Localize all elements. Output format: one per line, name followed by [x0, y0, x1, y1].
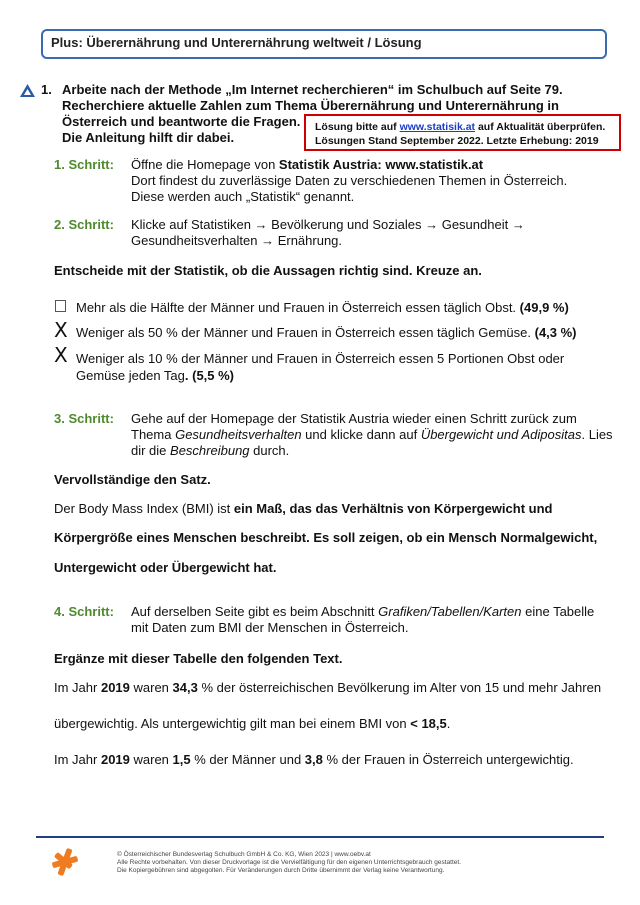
checkbox-crossed[interactable]: X [54, 318, 68, 342]
task-number: 1. [41, 82, 52, 97]
check-statement-3: Weniger als 10 % der Männer und Frauen in Österreich essen 5 Portionen Obst oder Gemüse jeden Tag. (5,5 %) [76, 351, 565, 383]
task-line: Österreich und beantworte die Fragen. [62, 114, 301, 129]
step-4-label: 4. Schritt: [54, 604, 114, 619]
bmi-line-1: Der Body Mass Index (BMI) ist ein Maß, das das Verhältnis von Körpergewicht und [54, 501, 553, 516]
title-box [41, 29, 607, 59]
footer-rights: Alle Rechte vorbehalten. Von dieser Druckvorlage ist die Vervielfältigung für den eigenen Unterrichtsgebrauch gestattet. [117, 859, 461, 866]
step-2-label: 2. Schritt: [54, 217, 114, 232]
check-statement-2: Weniger als 50 % der Männer und Frauen in Österreich essen täglich Gemüse. (4,3 %) [76, 325, 577, 340]
check-statement-1: Mehr als die Hälfte der Männer und Frauen in Österreich essen täglich Obst. (49,9 %) [76, 300, 569, 315]
step-1-text: Öffne die Homepage von Statistik Austria: www.statistik.at Dort findest du zuverlässige Daten zu verschiedenen Themen in Österreich. Diese werden auch „Statistik“ genannt. [131, 157, 568, 204]
step-2-text: Klicke auf Statistiken → Bevölkerung und Soziales → Gesundheit → Gesundheitsverhalten → Ernährung. [131, 217, 525, 248]
fill-text-2: übergewichtig. Als untergewichtig gilt man bei einem BMI von < 18,5. [54, 716, 451, 731]
step-1-label: 1. Schritt: [54, 157, 114, 172]
fill-text-3: Im Jahr 2019 waren 1,5 % der Männer und 3,8 % der Frauen in Österreich untergewichtig. [54, 752, 574, 767]
task-line: Die Anleitung hilft dir dabei. [62, 130, 235, 145]
step-3-label: 3. Schritt: [54, 411, 114, 426]
footer-copyright: © Österreichischer Bundesverlag Schulbuch GmbH & Co. KG, Wien 2023 | www.oebv.at [117, 851, 371, 858]
footer-disclaimer: Die Kopiergebühren sind abgegolten. Für Veränderungen durch Dritte übernimmt der Verlag keine Verantwortung. [117, 867, 445, 874]
note-line-2: Lösungen Stand September 2022. Letzte Erhebung: 2019 [315, 135, 599, 147]
bmi-line-3: Untergewicht oder Übergewicht hat. [54, 560, 277, 575]
statistik-link[interactable]: www.statisik.at [399, 121, 476, 133]
checkbox-crossed[interactable]: X [54, 343, 68, 367]
step-3-text: Gehe auf der Homepage der Statistik Austria wieder einen Schritt zurück zum Thema Gesundheitsverhalten und klicke dann auf Übergewicht und Adipositas. Lies dir die Beschreibung durch. [131, 411, 613, 458]
note-line-1: Lösung bitte auf www.statisik.at auf Aktualität überprüfen. [315, 121, 606, 133]
task-line: Arbeite nach der Methode „Im Internet recherchieren“ im Schulbuch auf Seite 79. [62, 82, 563, 97]
decide-instruction: Entscheide mit der Statistik, ob die Aussagen richtig sind. Kreuze an. [54, 263, 482, 278]
solution-note [304, 114, 621, 151]
page-title: Plus: Überernährung und Unterernährung weltweit / Lösung [51, 35, 422, 50]
task-line: Recherchiere aktuelle Zahlen zum Thema Überernährung und Unterernährung in [62, 98, 559, 113]
step-4-text: Auf derselben Seite gibt es beim Abschnitt Grafiken/Tabellen/Karten eine Tabelle mit Daten zum BMI der Menschen in Österreich. [131, 604, 595, 635]
complete-instruction: Vervollständige den Satz. [54, 472, 211, 487]
difficulty-triangle-icon [20, 84, 35, 97]
fill-text-1: Im Jahr 2019 waren 34,3 % der österreichischen Bevölkerung im Alter von 15 und mehr Jahren [54, 680, 602, 695]
checkbox-empty[interactable] [55, 300, 66, 312]
fill-instruction: Ergänze mit dieser Tabelle den folgenden Text. [54, 651, 343, 666]
bmi-line-2: Körpergröße eines Menschen beschreibt. Es soll zeigen, ob ein Mensch Normalgewicht, [54, 530, 598, 545]
publisher-logo-icon [52, 848, 78, 876]
footer-divider [36, 836, 604, 838]
